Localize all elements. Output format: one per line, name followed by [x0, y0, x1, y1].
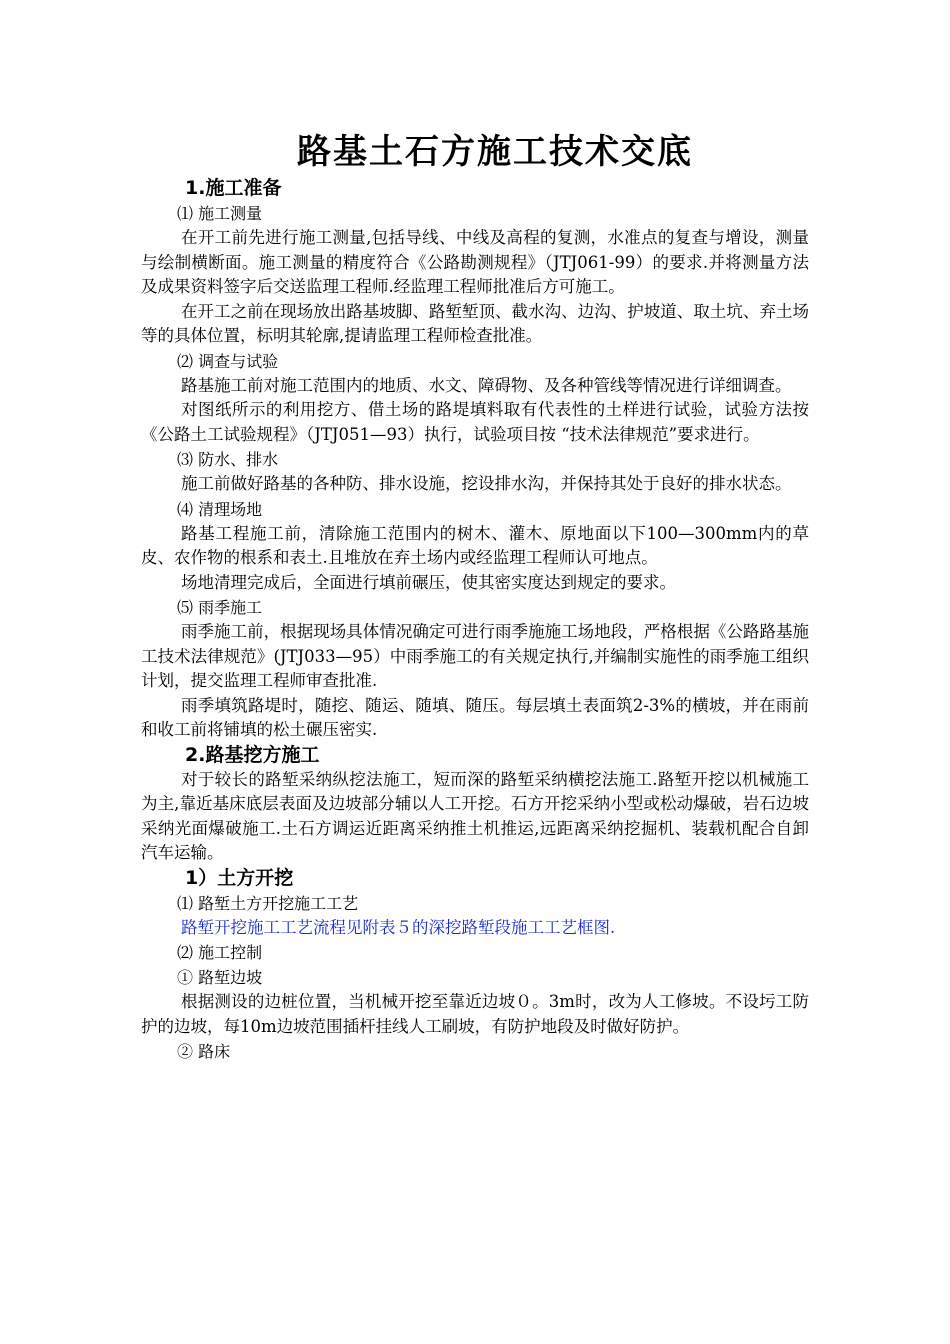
section-heading: 1）土方开挖: [185, 866, 294, 889]
body-paragraph: 在开工之前在现场放出路基坡脚、路堑堑顶、截水沟、边沟、护坡道、取土坑、弃土场等的具体位置，标明其轮廓,提请监理工程师检查批准。: [141, 301, 809, 345]
body-paragraph: 施工前做好路基的各种防、排水设施，挖设排水沟，并保持其处于良好的排水状态。: [181, 474, 792, 493]
body-paragraph: 在开工前先进行施工测量,包括导线、中线及高程的复测，水准点的复查与增设，测量与绘制横断面。施工测量的精度符合《公路勘测规程》（JTJ061-99）的要求.并将测量方法及成果资料签字后交送监理工程师.经监理工程师批准后方可施工。: [141, 228, 809, 296]
subsection-heading: ⑸ 雨季施工: [177, 598, 263, 617]
document-body: [141, 176, 809, 1064]
subsection-heading: ⑶ 防水、排水: [177, 450, 279, 469]
section-heading: 2.路基挖方施工: [185, 743, 320, 766]
subsection-heading: ⑴ 施工测量: [177, 204, 263, 223]
subsection-heading: ② 路床: [177, 1042, 231, 1061]
reference-paragraph: 路堑开挖施工工艺流程见附表５的深挖路堑段施工工艺框图.: [181, 917, 616, 937]
body-paragraph: 路基施工前对施工范围内的地质、水文、障碍物、及各种管线等情况进行详细调查。: [181, 375, 792, 395]
subsection-heading: ⑴ 路堑土方开挖施工工艺: [177, 893, 359, 913]
subsection-heading: ⑵ 调查与试验: [177, 351, 279, 371]
body-paragraph: 场地清理完成后，全面进行填前碾压，使其密实度达到规定的要求。: [181, 572, 676, 592]
body-paragraph: 路基工程施工前，清除施工范围内的树木、灌木、原地面以下100—300mm内的草皮、农作物的根系和表土.且堆放在弃土场内或经监理工程师认可地点。: [141, 523, 809, 567]
body-paragraph: 对图纸所示的利用挖方、借土场的路堤填料取有代表性的土样进行试验，试验方法按《公路土工试验规程》（JTJ051—93）执行，试验项目按 “技术法律规范”要求进行。: [141, 400, 809, 444]
body-paragraph: 雨季施工前，根据现场具体情况确定可进行雨季施施工场地段，严格根据《公路路基施工技术法律规范》(JTJ033—95）中雨季施工的有关规定执行,并编制实施性的雨季施工组织计划，提交监理工程师审查批准.: [141, 622, 809, 690]
body-paragraph: 根据测设的边桩位置，当机械开挖至靠近边坡０。3m时，改为人工修坡。不设圬工防护的边坡，每10m边坡范围插杆挂线人工刷坡，有防护地段及时做好防护。: [141, 992, 809, 1036]
subsection-heading: ⑵ 施工控制: [177, 943, 263, 962]
section-heading: 1.施工准备: [185, 177, 282, 199]
page-title: 路基土石方施工技术交底: [297, 132, 693, 172]
subsection-heading: ① 路堑边坡: [177, 968, 263, 987]
subsection-heading: ⑷ 清理场地: [177, 499, 263, 519]
body-paragraph: 对于较长的路堑采纳纵挖法施工，短而深的路堑采纳横挖法施工.路堑开挖以机械施工为主,靠近基床底层表面及边坡部分辅以人工开挖。石方开挖采纳小型或松动爆破，岩石边坡采纳光面爆破施工.土石方调运近距离采纳推土机推运,远距离采纳挖掘机、装载机配合自卸汽车运输。: [141, 769, 809, 862]
body-paragraph: 雨季填筑路堤时，随挖、随运、随填、随压。每层填土表面筑2-3%的横坡，并在雨前和收工前将铺填的松土碾压密实.: [141, 695, 809, 739]
